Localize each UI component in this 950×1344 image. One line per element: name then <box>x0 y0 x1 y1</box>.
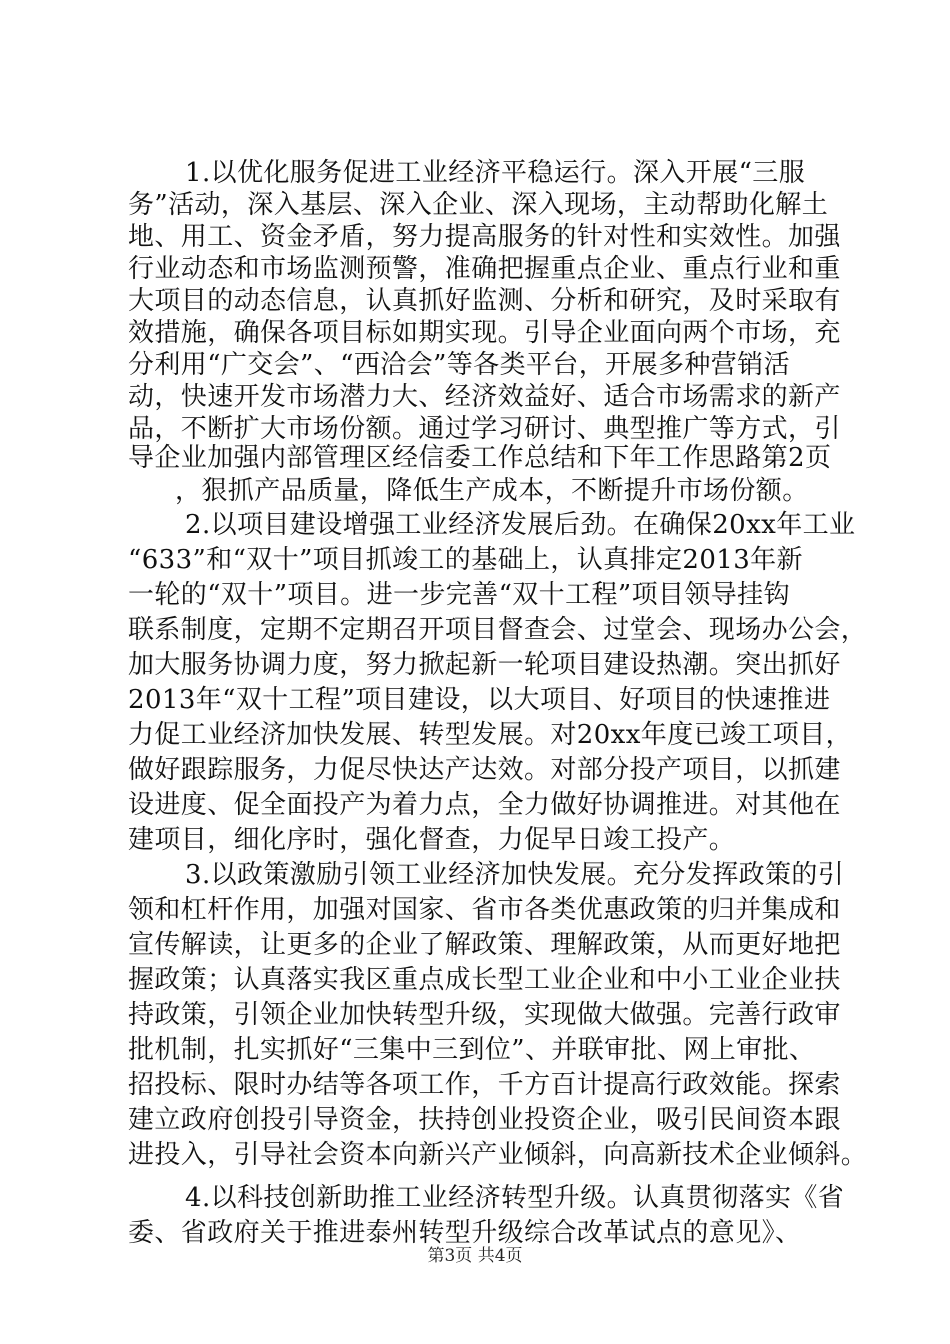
paragraph-3-line-4: 握政策；认真落实我区重点成长型工业企业和中小工业企业扶 <box>128 965 841 995</box>
paragraph-3-line-2: 领和杠杆作用，加强对国家、省市各类优惠政策的归并集成和 <box>128 895 841 925</box>
paragraph-2-line-6: 2013年“双十工程”项目建设，以大项目、好项目的快速推进 <box>128 685 831 715</box>
paragraph-1-line-10: 导企业加强内部管理区经信委工作总结和下年工作思路第2页 <box>128 443 832 473</box>
paragraph-1-line-9: 品，不断扩大市场份额。通过学习研讨、典型推广等方式，引 <box>128 414 841 444</box>
paragraph-1-line-5: 大项目的动态信息，认真抓好监测、分析和研究，及时采取有 <box>128 286 841 316</box>
paragraph-3-line-8: 建立政府创投引导资金，扶持创业投资企业，吸引民间资本跟 <box>128 1105 841 1135</box>
paragraph-2-line-8: 做好跟踪服务，力促尽快达产达效。对部分投产项目，以抓建 <box>128 755 841 785</box>
paragraph-2-line-5: 加大服务协调力度，努力掀起新一轮项目建设热潮。突出抓好 <box>128 650 841 680</box>
paragraph-1-line-11: ，狠抓产品质量，降低生产成本，不断提升市场份额。 <box>175 476 809 506</box>
paragraph-1-line-2: 务”活动，深入基层、深入企业、深入现场，主动帮助化解土 <box>128 190 829 220</box>
paragraph-2-line-7: 力促工业经济加快发展、转型发展。对20xx年度已竣工项目， <box>128 720 853 750</box>
paragraph-2-line-2: “633”和“双十”项目抓竣工的基础上，认真排定2013年新 <box>128 545 803 575</box>
paragraph-3-line-1: 3.以政策激励引领工业经济加快发展。充分发挥政策的引 <box>185 860 845 890</box>
paragraph-1-line-4: 行业动态和市场监测预警，准确把握重点企业、重点行业和重 <box>128 254 841 284</box>
paragraph-4-line-1: 4.以科技创新助推工业经济转型升级。认真贯彻落实《省 <box>185 1183 845 1213</box>
paragraph-2-line-10: 建项目，细化序时，强化督查，力促早日竣工投产。 <box>128 825 736 855</box>
paragraph-1-line-6: 效措施，确保各项目标如期实现。引导企业面向两个市场，充 <box>128 318 841 348</box>
paragraph-4-line-2: 委、省政府关于推进泰州转型升级综合改革试点的意见》、 <box>128 1218 802 1248</box>
paragraph-3-line-5: 持政策，引领企业加快转型升级，实现做大做强。完善行政审 <box>128 1000 841 1030</box>
paragraph-3-line-9: 进投入，引导社会资本向新兴产业倾斜，向高新技术企业倾斜。 <box>128 1140 868 1170</box>
paragraph-2-line-1: 2.以项目建设增强工业经济发展后劲。在确保20xx年工业 <box>185 510 856 540</box>
paragraph-3-line-6: 批机制，扎实抓好“三集中三到位”、并联审批、网上审批、 <box>128 1035 816 1065</box>
paragraph-3-line-7: 招投标、限时办结等各项工作，千方百计提高行政效能。探索 <box>128 1070 841 1100</box>
paragraph-2-line-3: 一轮的“双十”项目。进一步完善“双十工程”项目领导挂钩 <box>128 580 790 610</box>
paragraph-3-line-3: 宣传解读，让更多的企业了解政策、理解政策，从而更好地把 <box>128 930 841 960</box>
paragraph-1-line-3: 地、用工、资金矛盾，努力提高服务的针对性和实效性。加强 <box>128 222 841 252</box>
paragraph-1-line-7: 分利用“广交会”、“西洽会”等各类平台，开展多种营销活 <box>128 350 790 380</box>
paragraph-2-line-9: 设进度、促全面投产为着力点，全力做好协调推进。对其他在 <box>128 790 841 820</box>
paragraph-1-line-1: 1.以优化服务促进工业经济平稳运行。深入开展“三服 <box>185 158 806 188</box>
page-footer: 第3页 共4页 <box>427 1246 523 1266</box>
paragraph-2-line-4: 联系制度，定期不定期召开项目督查会、过堂会、现场办公会， <box>128 615 868 645</box>
paragraph-1-line-8: 动，快速开发市场潜力大、经济效益好、适合市场需求的新产 <box>128 382 841 412</box>
